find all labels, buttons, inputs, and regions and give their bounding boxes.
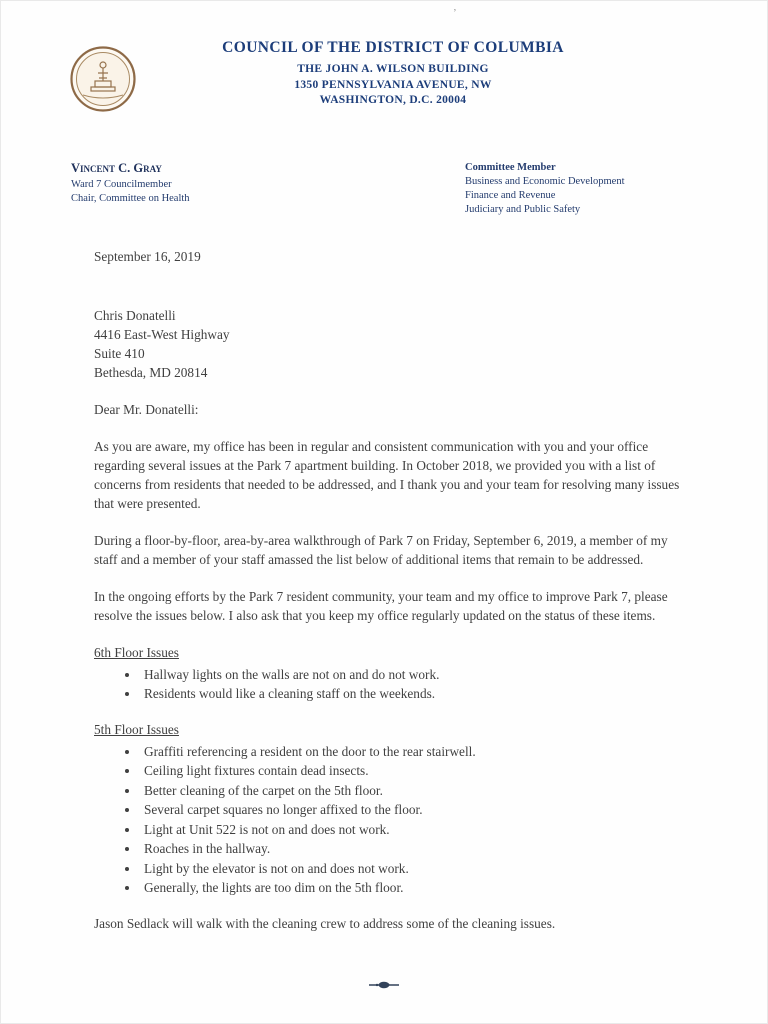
recipient-address: [94, 306, 683, 382]
closing-line: Jason Sedlack will walk with the cleaning crew to address some of the cleaning issues.: [94, 915, 556, 931]
issue-item: • Several carpet squares no longer affixed to the floor.: [140, 800, 683, 820]
committee-item: Judiciary and Public Safety: [465, 203, 581, 215]
paragraph-1: As you are aware, my office has been in regular and consistent communication with you and your office regarding several issues at the Park 7 apartment building. In October 2018, we provided you with a list of concerns from residents that needed to be addressed, and I thank you and your team for resolving many issues that were presented.: [94, 438, 680, 511]
issue-item: • Better cleaning of the carpet on the 5th floor.: [140, 781, 683, 801]
issue-item: • Roaches in the hallway.: [140, 839, 683, 859]
sender-role-1: Ward 7 Councilmember: [71, 178, 172, 190]
issue-item: • Hallway lights on the walls are not on and do not work.: [140, 665, 683, 685]
letter-body: [94, 247, 683, 933]
committee-item: Business and Economic Development: [465, 175, 625, 187]
section-heading-6th-floor: 6th Floor Issues: [94, 644, 179, 660]
issues-list-6th-floor: [94, 665, 683, 704]
section-heading-5th-floor: 5th Floor Issues: [94, 721, 179, 737]
issue-item: • Light at Unit 522 is not on and does not work.: [140, 820, 683, 840]
committee-item: Finance and Revenue: [465, 189, 556, 201]
recipient-suite: Suite 410: [94, 345, 145, 361]
recipient-city: Bethesda, MD 20814: [94, 364, 208, 380]
address-line: 1350 PENNSYLVANIA AVENUE, NW: [294, 78, 492, 91]
salutation: Dear Mr. Donatelli:: [94, 401, 199, 417]
date-line: September 16, 2019: [94, 248, 201, 264]
footer-ornament-icon: [369, 977, 399, 995]
paragraph-3: In the ongoing efforts by the Park 7 resident community, your team and my office to improve Park 7, please resolve the issues below. I also ask that you keep my office regularly updated on the status of these items.: [94, 588, 668, 623]
recipient-name: Chris Donatelli: [94, 307, 176, 323]
committee-block: [465, 161, 683, 217]
sender-block: [71, 161, 190, 217]
officer-info-row: [71, 161, 683, 217]
scan-artifact: ’: [453, 7, 457, 19]
issue-item: • Ceiling light fixtures contain dead insects.: [140, 761, 683, 781]
issues-list-5th-floor: [94, 742, 683, 898]
committee-heading: Committee Member: [465, 161, 556, 173]
council-title: COUNCIL OF THE DISTRICT OF COLUMBIA: [222, 39, 564, 56]
issue-item: • Light by the elevator is not on and does not work.: [140, 859, 683, 879]
sender-role-2: Chair, Committee on Health: [71, 192, 190, 204]
recipient-street: 4416 East-West Highway: [94, 326, 230, 342]
issue-item: • Residents would like a cleaning staff on the weekends.: [140, 684, 683, 704]
sender-name: Vincent C. Gray: [71, 160, 162, 175]
issue-item: • Graffiti referencing a resident on the door to the rear stairwell.: [140, 742, 683, 762]
letterhead: [1, 1, 767, 109]
paragraph-2: During a floor-by-floor, area-by-area walkthrough of Park 7 on Friday, September 6, 2019, a member of my staff and a member of your staff amassed the list below of additional items that remain to be addressed.: [94, 532, 668, 567]
building-line: THE JOHN A. WILSON BUILDING: [297, 63, 489, 75]
issue-item: • Generally, the lights are too dim on the 5th floor.: [140, 878, 683, 898]
dc-council-seal-icon: [69, 45, 137, 113]
city-line: WASHINGTON, D.C. 20004: [319, 94, 467, 106]
